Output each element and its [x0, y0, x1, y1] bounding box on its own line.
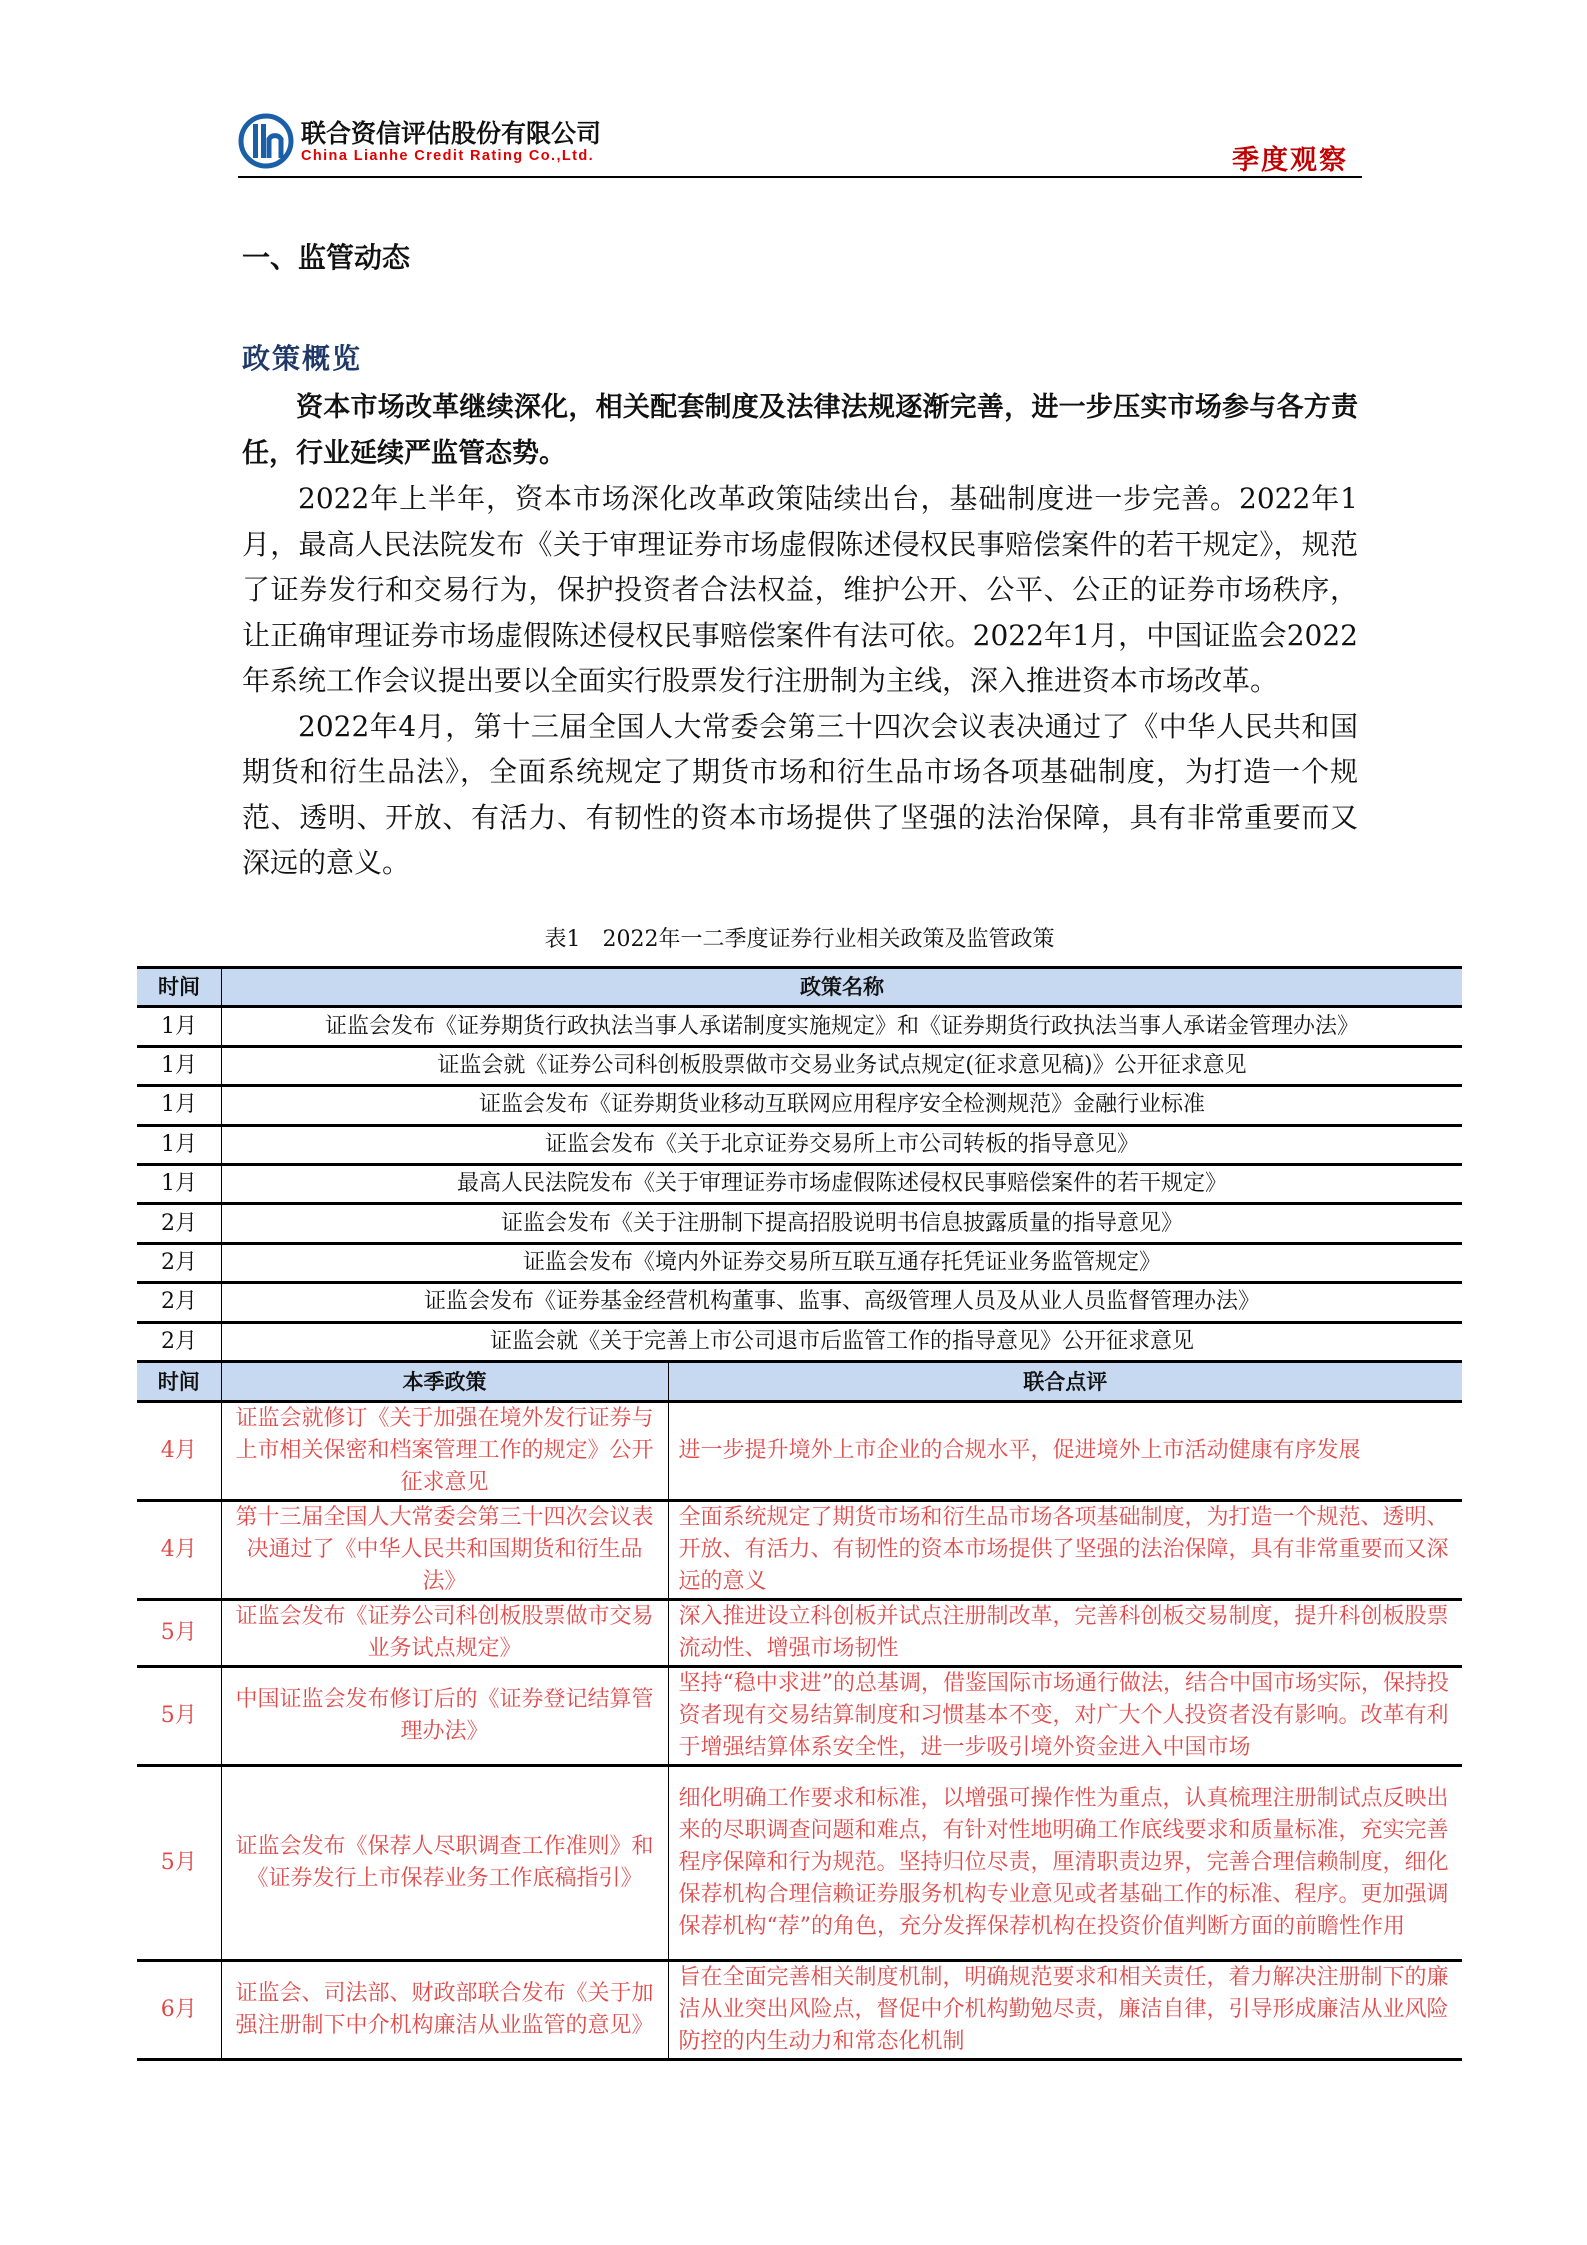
table-row	[137, 1322, 1462, 1361]
time-cell: 1月	[137, 1086, 222, 1125]
time-cell: 2月	[137, 1283, 222, 1322]
table-header-row	[137, 968, 1462, 1007]
policy-name-cell: 证监会发布《证券期货业移动互联网应用程序安全检测规范》金融行业标准	[222, 1086, 1463, 1125]
policy-cell: 证监会、司法部、财政部联合发布《关于加强注册制下中介机构廉洁从业监管的意见》	[221, 1961, 668, 2060]
policy-cell: 第十三届全国人大常委会第三十四次会议表决通过了《中华人民共和国期货和衍生品法》	[221, 1501, 668, 1600]
policy-list-table	[137, 966, 1462, 1363]
policy-cell: 证监会发布《证券公司科创板股票做市交易业务试点规定》	[221, 1600, 668, 1667]
policy-name-cell: 证监会发布《证券期货行政执法当事人承诺制度实施规定》和《证券期货行政执法当事人承诺金管理办法》	[222, 1007, 1463, 1046]
table-row	[137, 1961, 1462, 2060]
commentary-cell: 深入推进设立科创板并试点注册制改革，完善科创板交易制度，提升科创板股票流动性、增强市场韧性	[668, 1600, 1462, 1667]
commentary-cell: 坚持“稳中求进”的总基调，借鉴国际市场通行做法，结合中国市场实际，保持投资者现有交易结算制度和习惯基本不变，对广大个人投资者没有影响。改革有利于增强结算体系安全性，进一步吸引境外资金进入中国市场	[668, 1667, 1462, 1766]
commentary-cell: 细化明确工作要求和标准，以增强可操作性为重点，认真梳理注册制试点反映出来的尽职调查问题和难点，有针对性地明确工作底线要求和质量标准，充实完善程序保障和行为规范。坚持归位尽责，厘清职责边界，完善合理信赖制度，细化保荐机构合理信赖证券服务机构专业意见或者基础工作的标准、程序。更加强调保荐机构“荐”的角色，充分发挥保荐机构在投资价值判断方面的前瞻性作用	[668, 1766, 1462, 1961]
table-row	[137, 1766, 1462, 1961]
time-cell: 1月	[137, 1046, 222, 1085]
table-row	[137, 1007, 1462, 1046]
table-row	[137, 1283, 1462, 1322]
header-time: 时间	[137, 1362, 221, 1402]
section-tag: 季度观察	[1232, 145, 1348, 176]
company-name-cn: 联合资信评估股份有限公司	[301, 119, 602, 148]
header-time: 时间	[137, 968, 222, 1007]
policy-name-cell: 证监会发布《关于注册制下提高招股说明书信息披露质量的指导意见》	[222, 1204, 1463, 1243]
table-row	[137, 1204, 1462, 1243]
table-row	[137, 1125, 1462, 1164]
policy-commentary-table	[137, 1360, 1462, 2061]
policy-name-cell: 证监会发布《关于北京证券交易所上市公司转板的指导意见》	[222, 1125, 1463, 1164]
header-rule	[238, 176, 1362, 178]
table-row	[137, 1164, 1462, 1203]
time-cell: 1月	[137, 1007, 222, 1046]
policy-cell: 证监会发布《保荐人尽职调查工作准则》和《证券发行上市保荐业务工作底稿指引》	[221, 1766, 668, 1961]
table-row	[137, 1046, 1462, 1085]
table-row	[137, 1086, 1462, 1125]
policy-name-cell: 证监会就《关于完善上市公司退市后监管工作的指导意见》公开征求意见	[222, 1322, 1463, 1361]
time-cell: 2月	[137, 1243, 222, 1282]
paragraph: 2022年上半年，资本市场深化改革政策陆续出台，基础制度进一步完善。2022年1月，最高人民法院发布《关于审理证券市场虚假陈述侵权民事赔偿案件的若干规定》，规范了证券发行和交易行为，保护投资者合法权益，维护公开、公平、公正的证券市场秩序，让正确审理证券市场虚假陈述侵权民事赔偿案件有法可依。2022年1月，中国证监会2022年系统工作会议提出要以全面实行股票发行注册制为主线，深入推进资本市场改革。	[242, 482, 1358, 697]
table-row	[137, 1667, 1462, 1766]
body-text	[242, 385, 1358, 886]
commentary-cell: 旨在全面完善相关制度机制，明确规范要求和相关责任，着力解决注册制下的廉洁从业突出风险点，督促中介机构勤勉尽责，廉洁自律，引导形成廉洁从业风险防控的内生动力和常态化机制	[668, 1961, 1462, 2060]
lead-paragraph: 资本市场改革继续深化，相关配套制度及法律法规逐渐完善，进一步压实市场参与各方责任，行业延续严监管态势。	[242, 392, 1358, 469]
commentary-cell: 进一步提升境外上市企业的合规水平，促进境外上市活动健康有序发展	[668, 1402, 1462, 1501]
header-policy: 本季政策	[221, 1362, 668, 1402]
policy-name-cell: 证监会发布《境内外证券交易所互联互通存托凭证业务监管规定》	[222, 1243, 1463, 1282]
policy-cell: 证监会就修订《关于加强在境外发行证券与上市相关保密和档案管理工作的规定》公开征求意见	[221, 1402, 668, 1501]
table-row	[137, 1243, 1462, 1282]
table-row	[137, 1501, 1462, 1600]
table-row	[137, 1600, 1462, 1667]
section-title: 一、监管动态	[242, 241, 411, 274]
time-cell: 5月	[137, 1600, 221, 1667]
time-cell: 5月	[137, 1766, 221, 1961]
policy-name-cell: 证监会发布《证券基金经营机构董事、监事、高级管理人员及从业人员监督管理办法》	[222, 1283, 1463, 1322]
time-cell: 5月	[137, 1667, 221, 1766]
header-commentary: 联合点评	[668, 1362, 1462, 1402]
time-cell: 4月	[137, 1501, 221, 1600]
time-cell: 2月	[137, 1204, 222, 1243]
policy-name-cell: 证监会就《证券公司科创板股票做市交易业务试点规定(征求意见稿)》公开征求意见	[222, 1046, 1463, 1085]
policy-name-cell: 最高人民法院发布《关于审理证券市场虚假陈述侵权民事赔偿案件的若干规定》	[222, 1164, 1463, 1203]
time-cell: 1月	[137, 1125, 222, 1164]
time-cell: 1月	[137, 1164, 222, 1203]
table-row	[137, 1402, 1462, 1501]
table-caption: 表1 2022年一二季度证券行业相关政策及监管政策	[544, 927, 1055, 952]
subsection-title: 政策概览	[242, 342, 363, 375]
time-cell: 6月	[137, 1961, 221, 2060]
time-cell: 4月	[137, 1402, 221, 1501]
company-name-en: China Lianhe Credit Rating Co.,Ltd.	[301, 148, 595, 164]
paragraph: 2022年4月，第十三届全国人大常委会第三十四次会议表决通过了《中华人民共和国期货和衍生品法》，全面系统规定了期货市场和衍生品市场各项基础制度，为打造一个规范、透明、开放、有活力、有韧性的资本市场提供了坚强的法治保障，具有非常重要而又深远的意义。	[242, 709, 1358, 879]
policy-cell: 中国证监会发布修订后的《证券登记结算管理办法》	[221, 1667, 668, 1766]
time-cell: 2月	[137, 1322, 222, 1361]
table-header-row	[137, 1362, 1462, 1402]
header-policy-name: 政策名称	[222, 968, 1463, 1007]
lianhe-logo-icon	[238, 113, 294, 169]
commentary-cell: 全面系统规定了期货市场和衍生品市场各项基础制度，为打造一个规范、透明、开放、有活力、有韧性的资本市场提供了坚强的法治保障，具有非常重要而又深远的意义	[668, 1501, 1462, 1600]
